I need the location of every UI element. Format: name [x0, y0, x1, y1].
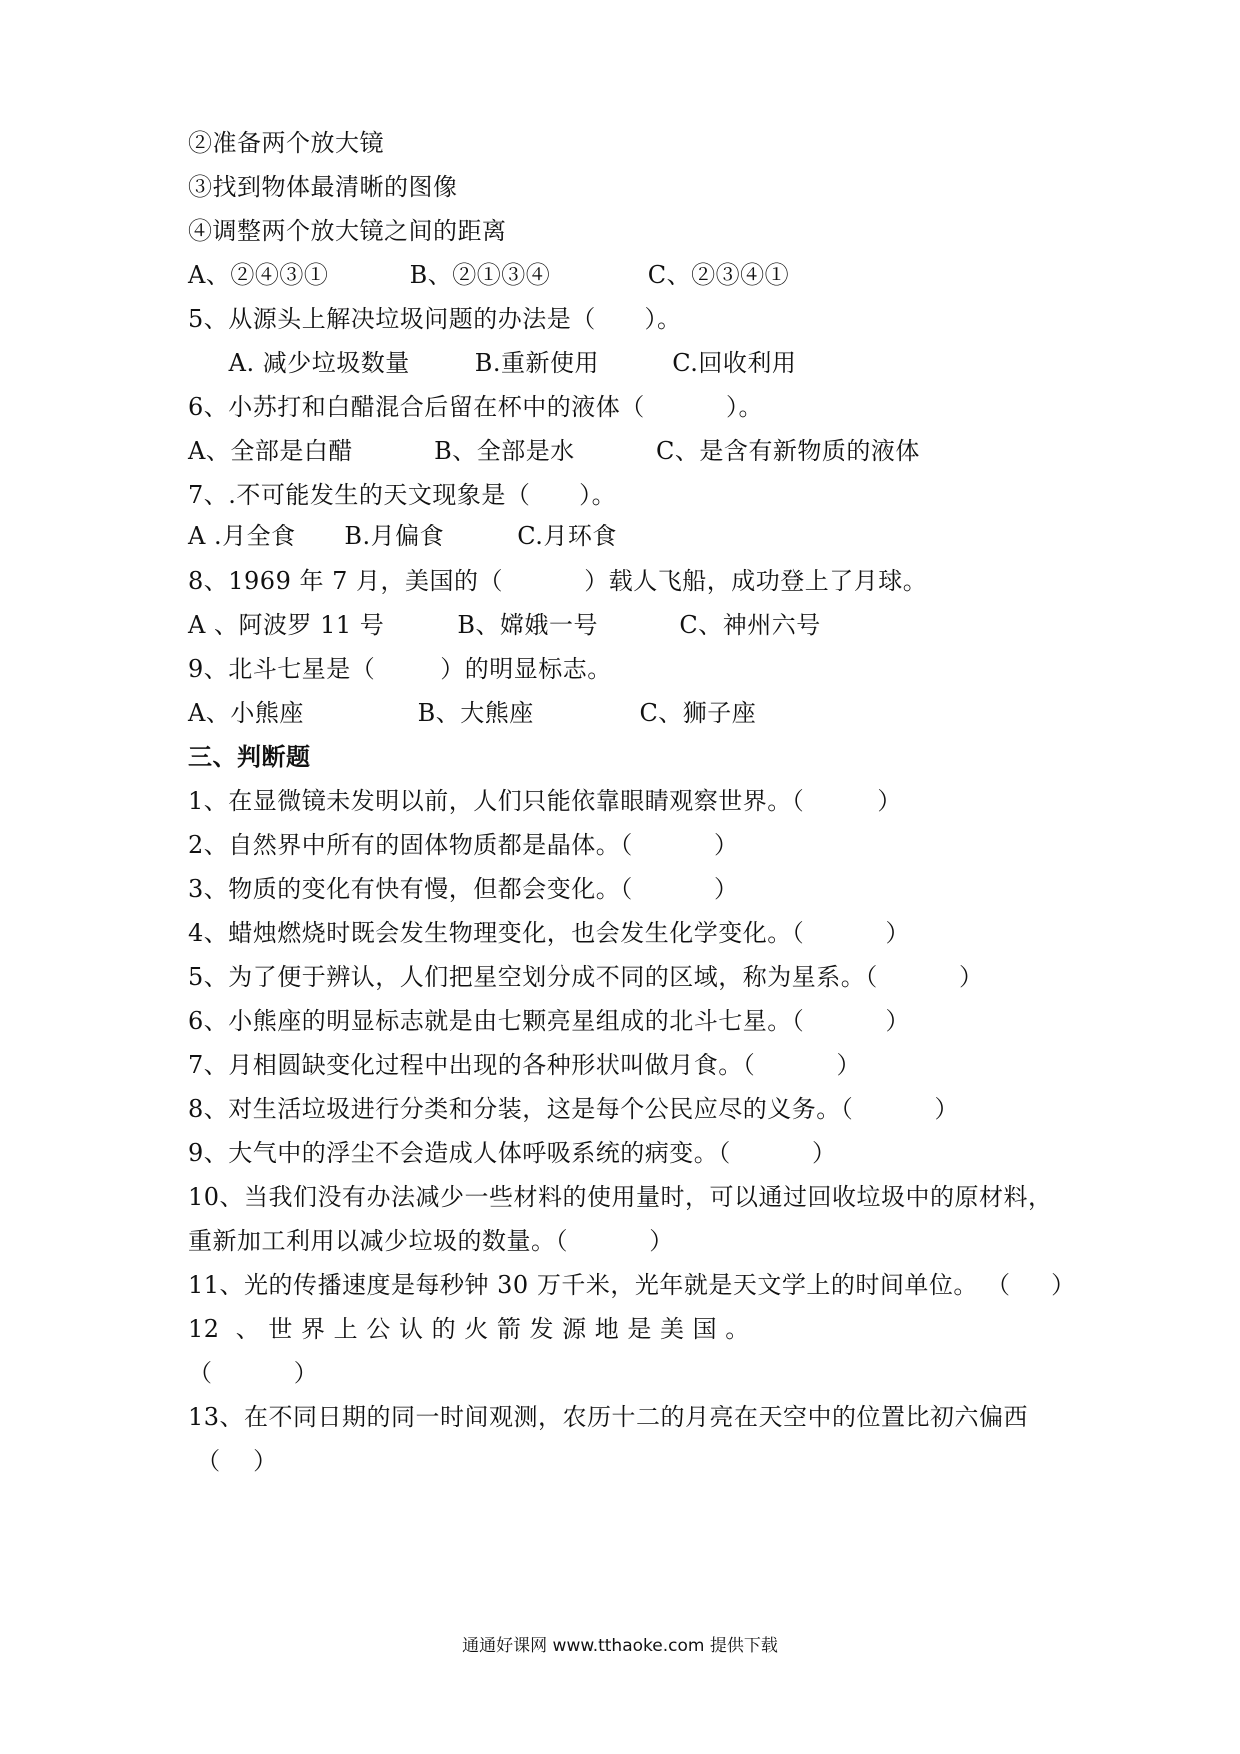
judgement-8: 8、对生活垃圾进行分类和分装，这是每个公民应尽的义务。（ ） [188, 1095, 960, 1123]
judgement-13-line-2: （ ） [188, 1447, 278, 1475]
question-6: 6、小苏打和白醋混合后留在杯中的液体（ ）。 [188, 393, 764, 421]
page-footer: 通通好课网 www.tthaoke.com 提供下载 [462, 1636, 778, 1656]
judgement-10-line-1: 10、当我们没有办法减少一些材料的使用量时，可以通过回收垃圾中的原材料， [188, 1183, 1053, 1211]
judgement-9: 9、大气中的浮尘不会造成人体呼吸系统的病变。（ ） [188, 1139, 837, 1167]
judgement-3: 3、物质的变化有快有慢，但都会变化。（ ） [188, 875, 739, 903]
q4-step-2: ②准备两个放大镜 [188, 129, 384, 157]
q7-options: A .月全食 B.月偏食 C.月环食 [188, 522, 617, 550]
judgement-5: 5、为了便于辨认，人们把星空划分成不同的区域，称为星系。（ ） [188, 963, 984, 991]
judgement-2: 2、自然界中所有的固体物质都是晶体。（ ） [188, 831, 739, 859]
question-8: 8、1969 年 7 月，美国的（ ）载人飞船，成功登上了月球。 [188, 567, 928, 595]
judgement-12-line-2: （ ） [188, 1359, 319, 1387]
question-9: 9、北斗七星是（ ）的明显标志。 [188, 655, 612, 683]
judgement-13-line-1: 13、在不同日期的同一时间观测，农历十二的月亮在天空中的位置比初六偏西 [188, 1403, 1029, 1431]
judgement-4: 4、蜡烛燃烧时既会发生物理变化，也会发生化学变化。（ ） [188, 919, 911, 947]
q8-options: A 、阿波罗 11 号 B、嫦娥一号 C、神州六号 [188, 611, 821, 639]
q4-step-4: ④调整两个放大镜之间的距离 [188, 217, 507, 245]
judgement-6: 6、小熊座的明显标志就是由七颗亮星组成的北斗七星。（ ） [188, 1007, 911, 1035]
judgement-11: 11、光的传播速度是每秒钟 30 万千米，光年就是天文学上的时间单位。 （ ） [188, 1271, 1076, 1299]
judgement-10-line-2: 重新加工利用以减少垃圾的数量。（ ） [188, 1227, 674, 1255]
question-7: 7、.不可能发生的天文现象是（ ）。 [188, 481, 617, 509]
judgement-12-line-1: 12 、 世 界 上 公 认 的 火 箭 发 源 地 是 美 国 。 [188, 1315, 750, 1343]
judgement-1: 1、在显微镜未发明以前，人们只能依靠眼睛观察世界。（ ） [188, 787, 902, 815]
question-5: 5、从源头上解决垃圾问题的办法是（ ）。 [188, 305, 682, 333]
q9-options: A、小熊座 B、大熊座 C、狮子座 [188, 699, 757, 727]
judgement-7: 7、月相圆缺变化过程中出现的各种形状叫做月食。（ ） [188, 1051, 862, 1079]
q4-options: A、②④③① B、②①③④ C、②③④① [188, 261, 790, 289]
q5-options: A. 减少垃圾数量 B.重新使用 C.回收利用 [188, 349, 797, 377]
section-3-heading: 三、判断题 [188, 743, 311, 771]
q6-options: A、全部是白醋 B、全部是水 C、是含有新物质的液体 [188, 437, 920, 465]
q4-step-3: ③找到物体最清晰的图像 [188, 173, 458, 201]
